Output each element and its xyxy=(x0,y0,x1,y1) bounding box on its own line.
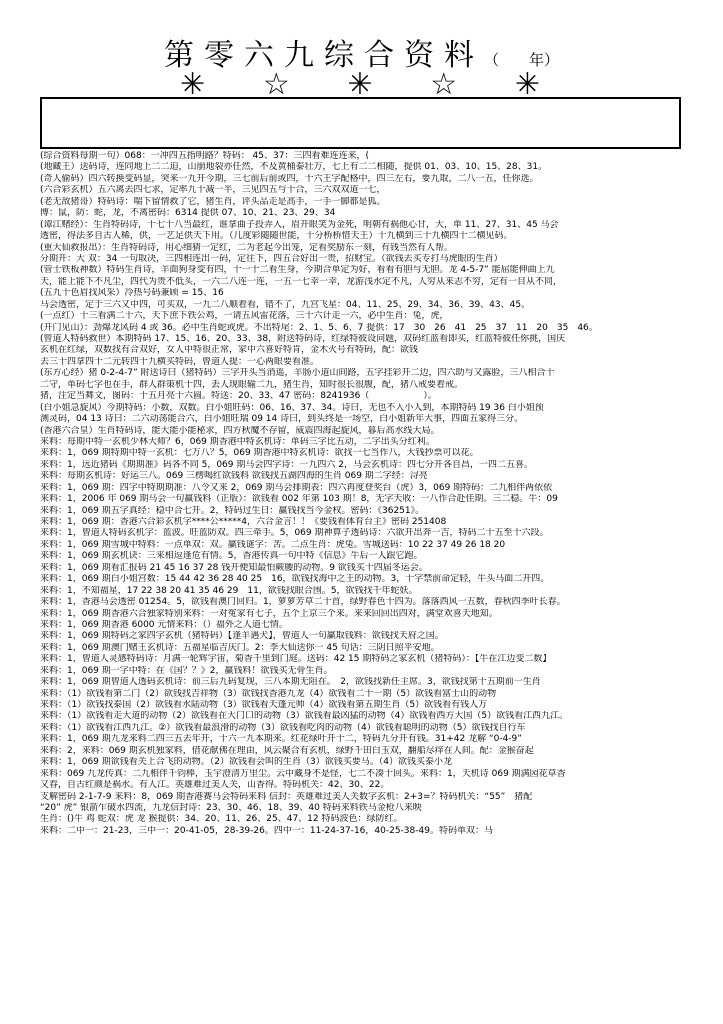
text-line: 来料：1，2006 年 069 期马会一句赢钱料（正版）：欲钱看 002 年第 103 期！8，无字天收：一八作合赴佳期。三二稳。牛：09 xyxy=(40,494,558,505)
text-line: 来料：二中一：21-23，三中一：20-41-05，28-39-26。四中一：11-24-37-16，40-25-38-49。特码单双：马 xyxy=(40,825,493,836)
empty-box xyxy=(40,97,681,149)
text-line: 天，能上能下不凡尘，四代为贵不低头，一六二八连一连，一五一七幸一幸，龙游浅水定不凡，人穷从来志不穷，定有一目从不同， xyxy=(40,276,563,287)
text-line: 生肖：()牛 鸡 蛇双：虎 龙 猴提供：34、20、11、26、25、47、12 特码波色：绿防红。 xyxy=(40,814,403,825)
text-line: 来料：（1）欲钱看第二门（2）欲钱找吉祥物（3）欲钱找香港九龙（4）欲钱看二十一期（5）欲钱看富士山的动物 xyxy=(40,688,497,699)
text-line: 二守，单码七字也在手，群人群策机十四，丢人现眼输二九，猪生肖，知时很长很腹，配，猪八戒要着戒。 xyxy=(40,379,464,390)
text-line: (香港六合皇）生肖特码诗，能大能小能秘求，四方秋魔不存留，威震四海起旋风，暮后高水线大局。 xyxy=(40,425,440,436)
text-line: 来料：1，069 期：四字中特期期准：八令又来 2，069 期马会排期表：四六再度登奖台（虎）3，069 期特码：二九相伴两依依 xyxy=(40,482,553,493)
text-line: 来料：1，069 期看汇报码 21 45 16 37 28 钱开便知最怕蕨腰的动物。9 欲钱买十四届冬运会。 xyxy=(40,562,428,573)
text-line: (一点红）十三看满二十六，天下庶下铁公鸡，一请五风雷花落，三十六计走一六，必中生肖：兔，虎， xyxy=(40,311,449,322)
text-line: 分期开：大 双：34 一句取决，三四相连出一码，定往下，四五合好出一贵，招财宝。（欲钱去买专打马虎眼的生肖） xyxy=(40,253,503,264)
text-line: 来料：1，069 期香港六合独家特别来料：一对冤家有七子，五个上京三个来。来来回回出四对，满堂欢喜天地知。 xyxy=(40,608,498,619)
text-line: 来料：1，069 期白小姐宫数：15 44 42 36 28 40 25 16，欲钱找海中之王的动物。3，十字禁前命定轻，牛头马面二开四。 xyxy=(40,574,550,585)
text-line: 马会透密，定于三六又中四，可买双，一九二八顺着看，错不了，九宫飞星：04、11、25、29、34、36、39、43、45。 xyxy=(40,299,531,310)
text-line: 猪，注定当舞文，图码：十五月亮十六圆。特送：20、33、47 密码：8241936（ ）。 xyxy=(40,391,437,402)
text-line: (地藏王）送码诗，连同地上二二迫，山崩地裂亦任然，不及黄桶泰壮万，七上有二二相随，提供 01、03、10、15、28、31。 xyxy=(40,162,548,173)
text-line: 来料：069 九龙传真：二九相伴千钧棒，玉宇澄清万里尘。云中藏身不是怪，七二不凑十回头。来料：1，天机诗 069 期满园花草香 xyxy=(40,768,566,779)
text-line: 来料：1，香港马会透密 01254。5，欲钱看澳门回归。1，萝萝芳草二十首，绿野春色十四为。落落西风一五数，春秋四季叶长春。 xyxy=(40,597,566,608)
asterisk-star-icon: ✳ xyxy=(347,67,373,102)
text-line: 来料：1，069 期澳门赌王玄机诗：五福星临吉庆门。2：李大仙送你一 45 句话：三阴日照平安地。 xyxy=(40,642,440,653)
text-line: 来料：每期中特一玄机少林大师？6，069 期香港中特玄机诗：单码三字比五动，二字出头分红利。 xyxy=(40,436,435,447)
text-line: 去三十四拿四十二元转四十九横买特码，曾道人提：一心两眼要看准。 xyxy=(40,356,320,367)
text-line: 支解密码 2-1-7-9 来料：8，069 期香港赛马会特码来料 信封：英雄难过美人关数字玄机：2+3=？特码机关：“55” 猪配 xyxy=(40,791,533,802)
outline-star-icon: ☆ xyxy=(262,67,290,102)
text-line: (五九十色眉找风采）冷热号码兼顾 = 15、16 xyxy=(40,288,224,299)
text-line: 来料：1，069 期特码之家四字玄机（猪特码）【逢羊遇犬】，曾道人一句赢取钱料：欲钱找天府之国。 xyxy=(40,631,444,642)
text-line: “20” 虎” 银箭乍破水四流，九龙信封诗：23、30、46、18、39、40 特码来料铁马金枪八来映 xyxy=(40,802,422,813)
text-line: (重大仙救报出）：生肖特码诗，用心细猜一定红，二为老起今出笼，定看奖励东一刻，有钱当然有人帮。 xyxy=(40,242,454,253)
text-line: 来料：1，069 期五字真经：稳中合七开。2，特码过生日：赢钱找当今金权。密码：《36251》。 xyxy=(40,505,425,516)
text-line: 来料：（1）欲钱找泰国（2）欲钱看水陆动物（3）欲钱看天蓬元帅（4）欲钱看第五期生肖（5）欲钱看有钱人万 xyxy=(40,700,488,710)
text-line: (六合彩玄机）五六离去四七求，定率九十减一半，三见四五与十合，三六双双道一七， xyxy=(40,185,386,196)
text-line: 来料：1，069 期雪城中特料：一点单双：双。赢钱谜字：苦。二点生肖：虎兔。雪城送码：10 22 37 49 26 18 20 xyxy=(40,539,506,550)
text-line: 来料：1，069 期香港 6000 元情来料：（）福外之人道七情。 xyxy=(40,619,288,630)
text-line: 来料：1，069 期玄机诀：三来相逗逢危有情。5，香港传真一句中特《信息》牛后一人跟它跑。 xyxy=(40,551,423,562)
text-line: 来料：1，069 期：香港六合彩玄机字****公*****4，六合金言！！《要钱看体育台主》密码 251408 xyxy=(40,517,447,527)
text-line: (奇人偷码）四六转换变码显，突来一九开今期，三七前后前或四，十六王字配格中，四三左右，要九取，二八一五，任你选。 xyxy=(40,173,539,184)
text-line: 来料：1，远近猪码《期期准》码各不同 5，069 期马会四字诗：一九四六 2，马会玄机诗：四七分开各自昌，一四二五喜。 xyxy=(40,459,533,470)
text-line: 来料：（1）欲钱看走大道的动物（2）欲钱看在大门口的动物（3）欲钱看最凶猛的动物（4）欲钱看西方大国（5）欲钱看江西九江。 xyxy=(40,711,569,722)
page-title: 第零六九综合资料 xyxy=(163,38,484,73)
text-line: (老无敌猪哥）特码诗：喘下留情救了它，猪生肖，评头品走是高手，一手一脚都是狐。 xyxy=(40,196,386,207)
outline-star-icon: ☆ xyxy=(430,67,458,102)
text-line: 来料：1，曾道人特码玄机字：蓝波。旺蓝防双。四三牵手。5，069 期神算子透码诗：六欲开出奔一吉，特码二十五至十六段。 xyxy=(40,528,549,539)
text-line: 来料：1，069 期特期中特一玄机：七万八？5，069 期香港中特玄机诗：欲找一七当作八，大钱抄票可以花。 xyxy=(40,448,479,459)
asterisk-star-icon: ✳ xyxy=(514,67,540,102)
text-line: (管士铁板神数）特码生肖诗，羊面狗身变有四，十一十二看生身，今期合单定为好，看看有胆与无胆。龙 4-5-7” 能屈能伸曲上九 xyxy=(40,265,555,276)
page-header xyxy=(0,30,723,73)
text-line: 来料：1，不知福星，17 22 38 20 41 35 46 29 11，欲钱找眼合围。5，欲钱找千年蛇妖。 xyxy=(40,585,418,596)
text-line: 测灵码，04 13 诗曰：二六动荡能合六，白小姐旺瑞 09 14 诗曰，到头终是一场空，白小姐新年大事，四面五家得三分。 xyxy=(40,414,524,425)
text-line: 来料：1，069 期一字中特：在《国？？》2，赢钱料！欲钱买无骨生肖。 xyxy=(40,665,333,676)
text-line: 透密，得法多自古人稀，供，一艺足供天下用。（几度彩随随世能，十分桥桥惜天王）十九横到三十九横四十二横见码。 xyxy=(40,231,513,242)
asterisk-star-icon: ✳ xyxy=(180,67,206,102)
text-line: 博：鼠，防：蛇，龙，不离密码：6314 提供 07、10、21、23、29、34 xyxy=(40,208,336,219)
text-line: (曾道人特码救世）本期特码 17、15、16、20、33、38，附送特码诗，红绿特彼设问题，双码红蓝看即买，红蓝特彼任你挑，国庆 xyxy=(40,334,566,344)
text-line: (综合资料每期一句）068：一冲四五指明路？特码： 45、37：三四看难连连来，( xyxy=(40,151,369,161)
year-label: （ 年） xyxy=(483,51,559,69)
text-line: 玄机在红绿，双数找有合双好，女人中特很正常，家中六喜好特肯，金木火号有特码，配：欲钱 xyxy=(40,345,419,356)
content-block xyxy=(40,151,700,837)
text-line: 又春，自古红颜是祸水。有人江。英雄难过美人关，山香得。特码机关：42、30、22。 xyxy=(40,780,390,791)
text-line: (谭江赌经）：生肖特码诗，十七十八当最红，谁拿曲子投弄入，眉开眼笑为金死，明朝有祸他心甘，大，单 11、27、31、45 马会 xyxy=(40,219,559,230)
text-line: 来料：1，069 期九龙来料二四三五去年开，十六一九本期来。红花绿叶开十二，特码九分开有钱。31+42 龙解 “0-4-9” xyxy=(40,734,522,745)
text-line: 来料：每期玄机诗：好运三八。069 三楞喝红欲钱料 欲钱找五湖四海的生肖 069 期二字经：浔亮 xyxy=(40,471,428,482)
text-line: 来料：2，来料：069 期玄机独家料，借花献佛在理由，风云聚合有玄机，绿野千田白玉双，翻船尽痒在人间。配：金猴奋起 xyxy=(40,745,534,756)
text-line: 来料：1，曾道人灵感特码诗：月满一轮辉宇宙，菊香千里到门庭。送码：42 15 期特码之家玄机（猪特码）：【牛在江边变二数】 xyxy=(40,654,552,665)
text-line: (白小姐急旋风）今期特码：小数，双数。白小姐旺码：06、16、37、34。诗曰，无也不入小人到，本期特码 19 36 白小姐预 xyxy=(40,402,544,413)
text-line: 来料：（1）欲钱看江西九江。②）欲钱看最浪滑的动物（3）欲钱看吃肉的动物（4）欲钱看聪明的动物（5）欲钱找自行车 xyxy=(40,722,526,733)
text-line: 来料：1，069 期曾道人透码玄机诗：前三后九码复现，三八本期无阻在。 2，欲钱找新任主席。3，欲钱找第十五期前一生肖 xyxy=(40,677,541,688)
text-line: (开门见山）：劲爆龙风码 4 或 36。必中生肖蛇或虎。不出特尾：2、1、5、6、7 提供：17 30 26 41 25 37 11 20 35 46。 xyxy=(40,322,598,333)
text-line: 来料：1，069 期欲钱看关上合飞的动物。（2）欲钱看会叫的生肖（3）欲钱买要马。（4）欲钱买泰小龙 xyxy=(40,757,452,768)
text-line: (东方心经）猪 0-2-4-7” 附送诗曰（猪特码）三字开头当消遥，羊肠小道山间路，五字挂彩开二边，四六助与又露脸，三八相合十 xyxy=(40,368,555,379)
